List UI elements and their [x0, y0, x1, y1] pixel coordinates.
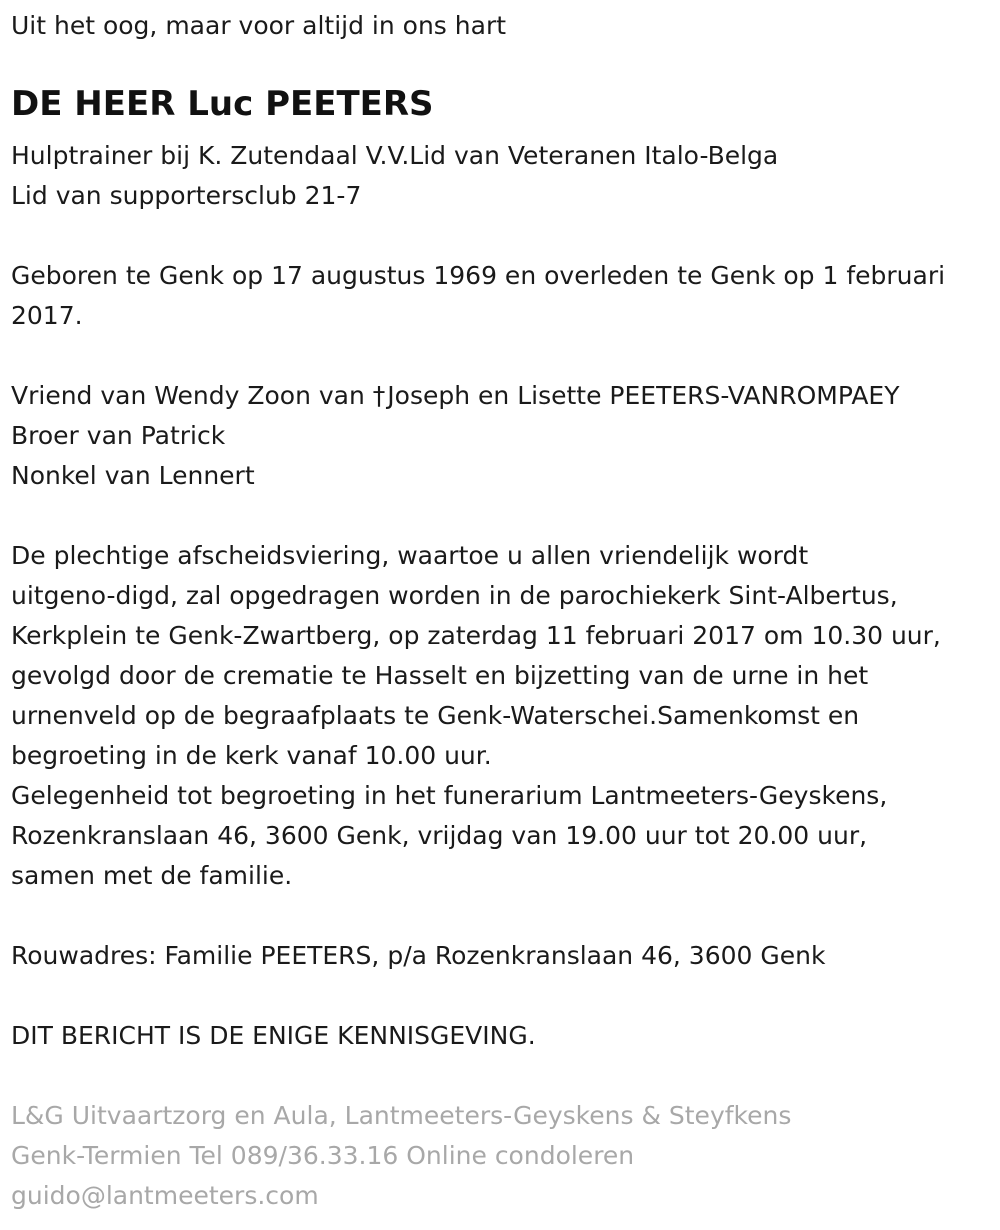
cross-icon: †	[372, 381, 386, 410]
birth-death-line-1: Geboren te Genk op 17 augustus 1969 en overleden te Genk op 1 februari	[11, 261, 946, 290]
funeral-home-footer	[11, 1096, 996, 1216]
spacer	[11, 896, 996, 936]
memorial-quote: Uit het oog, maar voor altijd in ons hart	[11, 11, 507, 40]
relations-text-after: Joseph en Lisette PEETERS-VANROMPAEY	[387, 381, 900, 410]
ceremony-section	[11, 536, 996, 896]
ceremony-line-8: Rozenkranslaan 46, 3600 Genk, vrijdag van 19.00 uur tot 20.00 uur,	[11, 821, 868, 850]
birth-death-section	[11, 256, 996, 336]
role-line-2: Lid van supportersclub 21-7	[11, 181, 362, 210]
ceremony-line-3: Kerkplein te Genk-Zwartberg, op zaterdag 11 februari 2017 om 10.30 uur,	[11, 621, 941, 650]
relations-line-3: Nonkel van Lennert	[11, 461, 255, 490]
only-notice-statement: DIT BERICHT IS DE ENIGE KENNISGEVING.	[11, 1021, 536, 1050]
relations-line-1	[11, 376, 996, 416]
relations-section	[11, 376, 996, 496]
mourning-address: Rouwadres: Familie PEETERS, p/a Rozenkranslaan 46, 3600 Genk	[11, 941, 826, 970]
deceased-name-title: DE HEER Luc PEETERS	[11, 84, 434, 124]
ceremony-line-5: urnenveld op de begraafplaats te Genk-Waterschei.Samenkomst en	[11, 701, 860, 730]
ceremony-line-9: samen met de familie.	[11, 861, 293, 890]
spacer	[11, 976, 996, 1016]
spacer	[11, 336, 996, 376]
ceremony-line-1: De plechtige afscheidsviering, waartoe u allen vriendelijk wordt	[11, 541, 809, 570]
spacer	[11, 496, 996, 536]
footer-email: guido@lantmeeters.com	[11, 1181, 319, 1210]
obituary-notice	[11, 0, 996, 1216]
ceremony-line-4: gevolgd door de crematie te Hasselt en bijzetting van de urne in het	[11, 661, 869, 690]
relations-text-before: Vriend van Wendy Zoon van	[11, 381, 373, 410]
roles-section	[11, 136, 996, 216]
birth-death-line-2: 2017.	[11, 301, 83, 330]
footer-line-2: Genk-Termien Tel 089/36.33.16 Online condoleren	[11, 1141, 635, 1170]
role-line-1: Hulptrainer bij K. Zutendaal V.V.Lid van Veteranen Italo-Belga	[11, 141, 779, 170]
footer-line-1: L&G Uitvaartzorg en Aula, Lantmeeters-Geyskens & Steyfkens	[11, 1101, 792, 1130]
spacer	[11, 1056, 996, 1096]
ceremony-line-7: Gelegenheid tot begroeting in het funerarium Lantmeeters-Geyskens,	[11, 781, 888, 810]
ceremony-line-2: uitgeno-digd, zal opgedragen worden in de parochiekerk Sint-Albertus,	[11, 581, 898, 610]
spacer	[11, 216, 996, 256]
ceremony-line-6: begroeting in de kerk vanaf 10.00 uur.	[11, 741, 492, 770]
relations-line-2: Broer van Patrick	[11, 421, 226, 450]
